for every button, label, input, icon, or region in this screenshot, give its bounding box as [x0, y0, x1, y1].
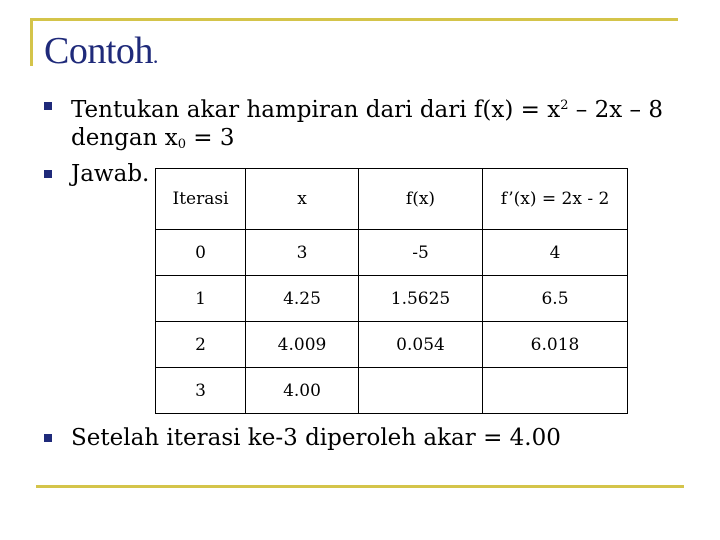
bullet-1-text-c: dengan x — [71, 125, 178, 151]
table-row — [156, 276, 628, 322]
header-iterasi: Iterasi — [156, 169, 246, 230]
table-cell — [483, 368, 628, 414]
top-border-line — [30, 18, 678, 21]
bullet-1-line-1 — [71, 91, 663, 125]
table-row — [156, 322, 628, 368]
table-cell: 3 — [246, 230, 359, 276]
table-cell: 0.054 — [359, 322, 483, 368]
table-cell: 4.25 — [246, 276, 359, 322]
table-header-row — [156, 169, 628, 230]
bullet-marker-3 — [44, 434, 52, 442]
bullet-1-subscript: 0 — [177, 137, 186, 152]
table-cell: -5 — [359, 230, 483, 276]
slide-title-dot: . — [152, 43, 158, 68]
table-cell: 0 — [156, 230, 246, 276]
table-row — [156, 368, 628, 414]
bullet-marker-2 — [44, 170, 52, 178]
iteration-table — [155, 168, 628, 414]
slide-title-text: Contoh — [44, 30, 153, 72]
left-border-line — [30, 18, 33, 66]
bullet-1-text-a: Tentukan akar hampiran dari dari f(x) = x — [71, 97, 561, 123]
table-cell: 3 — [156, 368, 246, 414]
bullet-1-text-b: – 2x – 8 — [568, 97, 663, 123]
bottom-border-line — [36, 485, 684, 488]
header-x: x — [246, 169, 359, 230]
table-row — [156, 230, 628, 276]
header-fx: f(x) — [359, 169, 483, 230]
table-cell: 4 — [483, 230, 628, 276]
bullet-1-exponent: 2 — [560, 98, 569, 113]
table-cell — [359, 368, 483, 414]
bullet-2-line: Jawab. — [71, 161, 150, 187]
bullet-3-line: Setelah iterasi ke-3 diperoleh akar = 4.00 — [71, 425, 561, 451]
table-cell: 1.5625 — [359, 276, 483, 322]
table-cell: 2 — [156, 322, 246, 368]
bullet-1-line-2 — [71, 123, 235, 160]
table-cell: 4.00 — [246, 368, 359, 414]
slide-title — [44, 28, 158, 79]
table-cell: 1 — [156, 276, 246, 322]
header-derivative: f’(x) = 2x - 2 — [483, 169, 628, 230]
table-cell: 6.5 — [483, 276, 628, 322]
bullet-marker-1 — [44, 102, 52, 110]
table-cell: 6.018 — [483, 322, 628, 368]
table-cell: 4.009 — [246, 322, 359, 368]
bullet-1-text-d: = 3 — [185, 125, 235, 151]
